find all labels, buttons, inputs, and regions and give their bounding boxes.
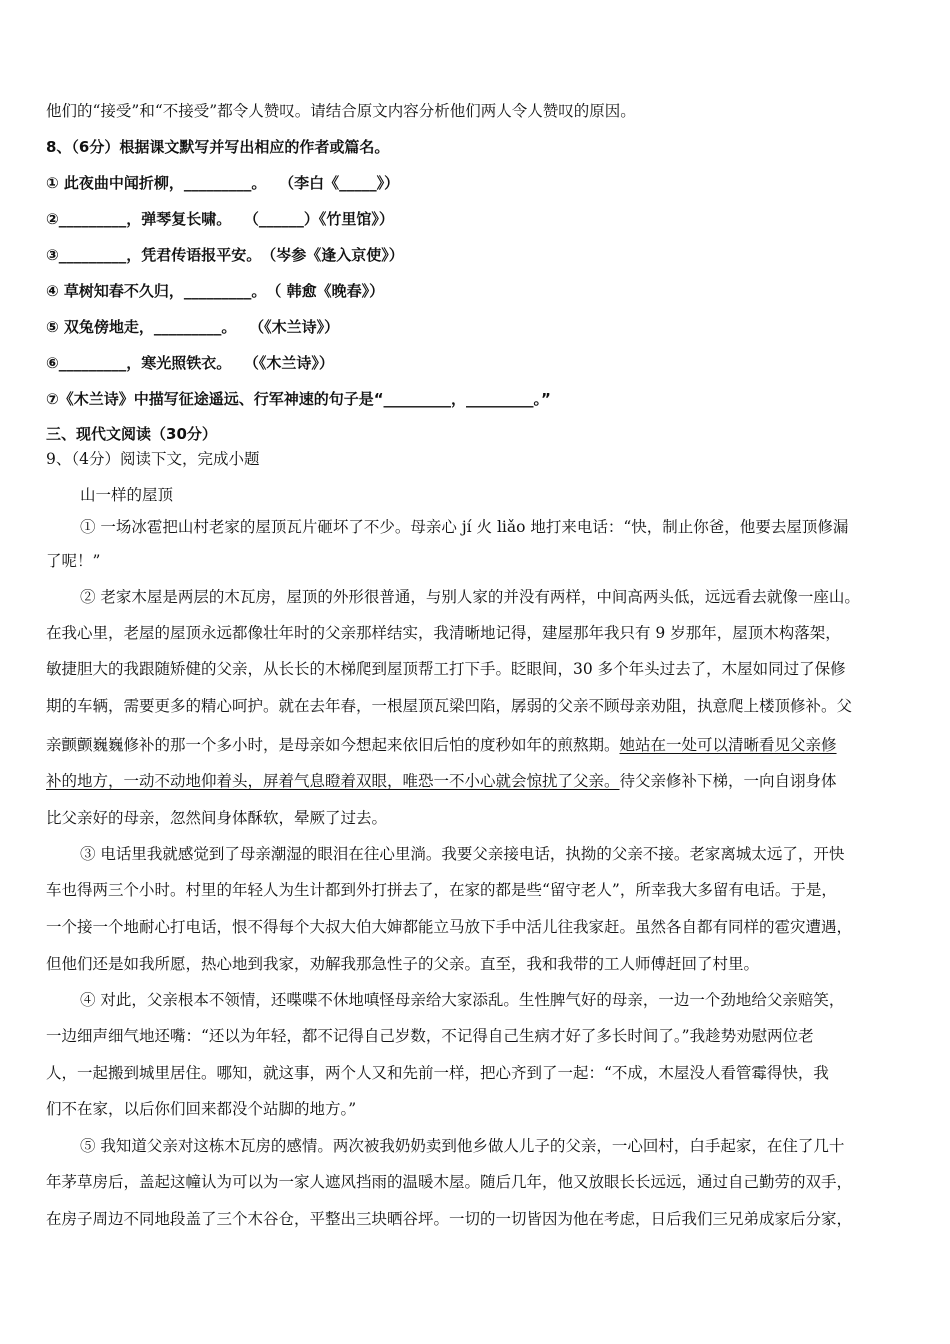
passage-p1-line1: ① 一场冰雹把山村老家的屋顶瓦片砸坏了不少。母亲心 jí 火 liǎo 地打来电话：“快，制止你爸，他要去屋顶修漏 xyxy=(80,518,849,536)
q8-item-3: ③_________，凭君传语报平安。 （岑参《逢入京使》） xyxy=(46,246,404,264)
passage-p2-line5 xyxy=(46,735,837,755)
passage-p4-line4: 们不在家，以后你们回来都没个站脚的地方。” xyxy=(46,1100,357,1118)
passage-p2-line6-text: 待父亲修补下梯，一向自诩身体 xyxy=(619,772,837,790)
q8-item-4: ④ 草树知春不久归，_________。 （ 韩愈《晚春》） xyxy=(46,282,385,300)
q8-item-1: ① 此夜曲中闻折柳，_________。 （李白《_____》） xyxy=(46,174,400,192)
passage-p3-line4: 但他们还是如我所愿，热心地到我家，劝解我那急性子的父亲。直至，我和我带的工人师傅赶回了村里。 xyxy=(46,955,760,973)
section-3-heading: 三、现代文阅读（30分） xyxy=(46,425,217,443)
passage-p2-line6 xyxy=(46,771,837,791)
passage-p1-line2: 了呢！” xyxy=(46,552,101,570)
underlined-sentence-part1: 她站在一处可以清晰看见父亲修 xyxy=(619,736,837,754)
passage-p2-line4: 期的车辆，需要更多的精心呵护。就在去年春，一根屋顶瓦梁凹陷，孱弱的父亲不顾母亲劝阻，执意爬上楼顶修补。父 xyxy=(46,697,853,715)
question-8-header: 8、（6分）根据课文默写并写出相应的作者或篇名。 xyxy=(46,138,390,156)
passage-title: 山一样的屋顶 xyxy=(80,486,174,504)
intro-line: 他们的“接受”和“不接受”都令人赞叹。请结合原文内容分析他们两人令人赞叹的原因。 xyxy=(46,102,636,120)
passage-p2-line2: 在我心里，老屋的屋顶永远都像壮年时的父亲那样结实，我清晰地记得，建屋那年我只有 9 岁那年，屋顶木构落架， xyxy=(46,624,841,642)
passage-p2-line7: 比父亲好的母亲，忽然间身体酥软，晕厥了过去。 xyxy=(46,809,388,827)
passage-p3-line3: 一个接一个地耐心打电话，恨不得每个大叔大伯大婶都能立马放下手中活儿往我家赶。虽然各自都有同样的雹灾遭遇， xyxy=(46,918,853,936)
passage-p5-line1: ⑤ 我知道父亲对这栋木瓦房的感情。两次被我奶奶卖到他乡做人儿子的父亲，一心回村，白手起家，在住了几十 xyxy=(80,1137,845,1155)
passage-p4-line1: ④ 对此，父亲根本不领情，还喋喋不休地嗔怪母亲给大家添乱。生性脾气好的母亲，一边一个劲地给父亲赔笑， xyxy=(80,991,845,1009)
passage-p2-line1: ② 老家木屋是两层的木瓦房，屋顶的外形很普通，与别人家的并没有两样，中间高两头低，远远看去就像一座山。 xyxy=(80,588,860,606)
passage-p4-line3: 人，一起搬到城里居住。哪知，就这事，两个人又和先前一样，把心齐到了一起：“不成，木屋没人看管霉得快，我 xyxy=(46,1064,829,1082)
passage-p5-line3: 在房子周边不同地段盖了三个木谷仓，平整出三块晒谷坪。一切的一切皆因为他在考虑，日后我们三兄弟成家后分家， xyxy=(46,1210,853,1228)
passage-p2-line5-text: 亲颤颤巍巍修补的那一个多小时，是母亲如今想起来依旧后怕的度秒如年的煎熬期。 xyxy=(46,736,620,754)
q8-item-5: ⑤ 双兔傍地走，_________。 （《木兰诗》） xyxy=(46,318,340,336)
q8-item-6: ⑥_________，寒光照铁衣。 （《木兰诗》） xyxy=(46,354,334,372)
passage-p4-line2: 一边细声细气地还嘴：“还以为年轻，都不记得自己岁数，不记得自己生病才好了多长时间了。”我趁势劝慰两位老 xyxy=(46,1027,814,1045)
passage-p3-line2: 车也得两三个小时。村里的年轻人为生计都到外打拼去了，在家的都是些“留守老人”，所幸我大多留有电话。于是， xyxy=(46,881,837,899)
passage-p2-line3: 敏捷胆大的我跟随矫健的父亲，从长长的木梯爬到屋顶帮工打下手。眨眼间，30 多个年头过去了，木屋如同过了保修 xyxy=(46,660,846,678)
underlined-sentence-part2: 补的地方，一动不动地仰着头，屏着气息瞪着双眼，唯恐一不小心就会惊扰了父亲。 xyxy=(46,772,620,790)
q8-item-2: ②_________，弹琴复长啸。 （______）《竹里馆》） xyxy=(46,210,394,228)
question-9-header: 9、（4分）阅读下文，完成小题 xyxy=(46,450,260,468)
passage-p5-line2: 年茅草房后，盖起这幢认为可以为一家人遮风挡雨的温暖木屋。随后几年，他又放眼长长远远，通过自己勤劳的双手， xyxy=(46,1173,853,1191)
passage-p3-line1: ③ 电话里我就感觉到了母亲潮湿的眼泪在往心里淌。我要父亲接电话，执拗的父亲不接。老家离城太远了，开快 xyxy=(80,845,845,863)
q8-item-7: ⑦《木兰诗》中描写征途遥远、行军神速的句子是“_________，_________。” xyxy=(46,390,551,408)
